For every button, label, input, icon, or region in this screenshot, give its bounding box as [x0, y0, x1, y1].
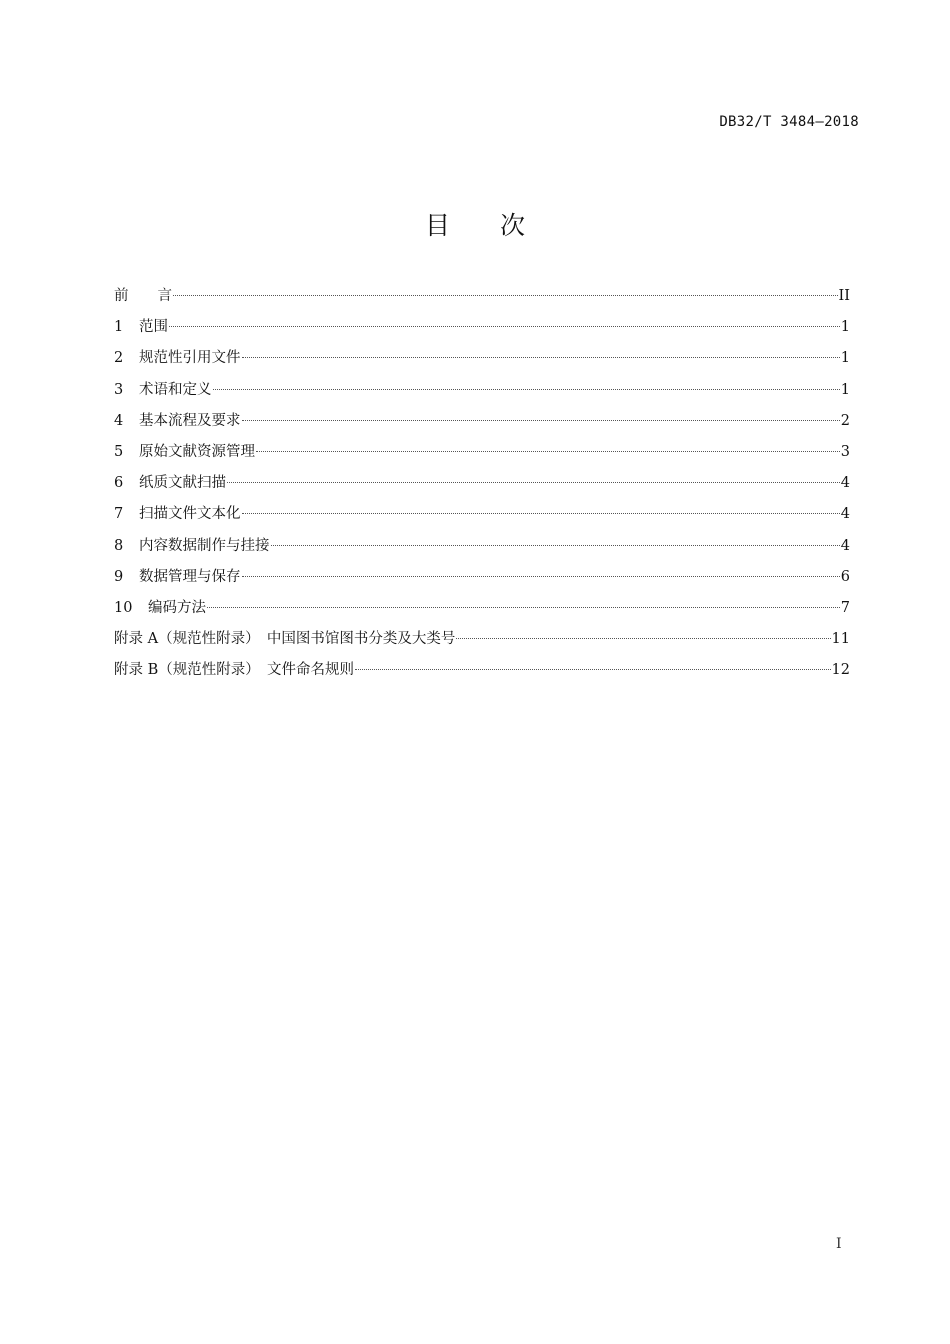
toc-entry-number: 1 [114, 319, 124, 336]
toc-leader-dots [355, 669, 831, 670]
toc-entry-label: 内容数据制作与挂接 [139, 537, 270, 554]
toc-entry-page: 1 [840, 319, 850, 336]
toc-entry-number: 3 [114, 381, 124, 398]
toc-leader-dots [456, 638, 830, 639]
toc-leader-dots [242, 357, 840, 358]
toc-leader-dots [242, 513, 840, 514]
toc-entry-label: 术语和定义 [139, 381, 212, 398]
toc-entry[interactable] [114, 567, 850, 598]
toc-entry-number: 4 [114, 412, 124, 429]
toc-entry-page: 6 [840, 568, 850, 585]
toc-entry[interactable] [114, 504, 850, 535]
page-number: I [836, 1236, 842, 1252]
toc-entry-label: 编码方法 [148, 599, 206, 616]
toc-entry-number: 6 [114, 475, 124, 492]
toc-entry-label: 数据管理与保存 [139, 568, 241, 585]
toc-entry[interactable] [114, 660, 850, 691]
toc-entry[interactable] [114, 598, 850, 629]
toc-entry-label: 附录 A（规范性附录） 中国图书馆图书分类及大类号 [114, 631, 456, 648]
toc-leader-dots [256, 451, 840, 452]
toc-list [114, 286, 850, 691]
toc-entry[interactable] [114, 629, 850, 660]
toc-entry-label: 纸质文献扫描 [139, 475, 226, 492]
toc-entry-page: 1 [840, 381, 850, 398]
toc-title-part2: 次 [500, 211, 526, 240]
toc-title [0, 206, 950, 242]
toc-entry-number: 7 [114, 506, 124, 523]
toc-entry-number: 9 [114, 568, 124, 585]
toc-leader-dots [242, 576, 840, 577]
toc-entry-number: 8 [114, 537, 124, 554]
toc-entry-label: 原始文献资源管理 [139, 443, 255, 460]
document-code: DB32/T 3484—2018 [719, 114, 859, 130]
toc-leader-dots [213, 389, 840, 390]
toc-entry[interactable] [114, 317, 850, 348]
toc-entry[interactable] [114, 442, 850, 473]
toc-entry[interactable] [114, 411, 850, 442]
toc-entry-page: 3 [840, 443, 850, 460]
toc-entry-page: 4 [840, 475, 850, 492]
toc-entry-page: II [838, 288, 850, 304]
toc-entry[interactable] [114, 473, 850, 504]
toc-leader-dots [242, 420, 840, 421]
toc-entry-number: 5 [114, 443, 124, 460]
toc-entry-page: 11 [831, 631, 850, 648]
toc-entry-page: 7 [840, 599, 850, 616]
toc-leader-dots [173, 295, 838, 296]
toc-entry-label: 范围 [139, 319, 168, 336]
toc-entry-number: 2 [114, 350, 124, 367]
toc-entry[interactable] [114, 380, 850, 411]
toc-leader-dots [207, 607, 840, 608]
toc-entry-page: 4 [840, 537, 850, 554]
toc-title-part1: 目 [424, 211, 450, 240]
toc-entry-page: 12 [831, 662, 850, 679]
toc-entry-page: 4 [840, 506, 850, 523]
toc-entry[interactable] [114, 536, 850, 567]
toc-entry[interactable] [114, 348, 850, 379]
toc-entry-label: 附录 B（规范性附录） 文件命名规则 [114, 662, 355, 679]
toc-leader-dots [271, 545, 840, 546]
toc-entry-label: 规范性引用文件 [139, 350, 241, 367]
toc-entry-page: 1 [840, 350, 850, 367]
toc-leader-dots [227, 482, 840, 483]
toc-entry-label: 前 言 [114, 288, 172, 304]
toc-entry-label: 基本流程及要求 [139, 412, 241, 429]
toc-entry-page: 2 [840, 412, 850, 429]
toc-leader-dots [169, 326, 840, 327]
toc-entry[interactable] [114, 286, 850, 317]
toc-entry-number: 10 [114, 599, 133, 616]
toc-entry-label: 扫描文件文本化 [139, 506, 241, 523]
